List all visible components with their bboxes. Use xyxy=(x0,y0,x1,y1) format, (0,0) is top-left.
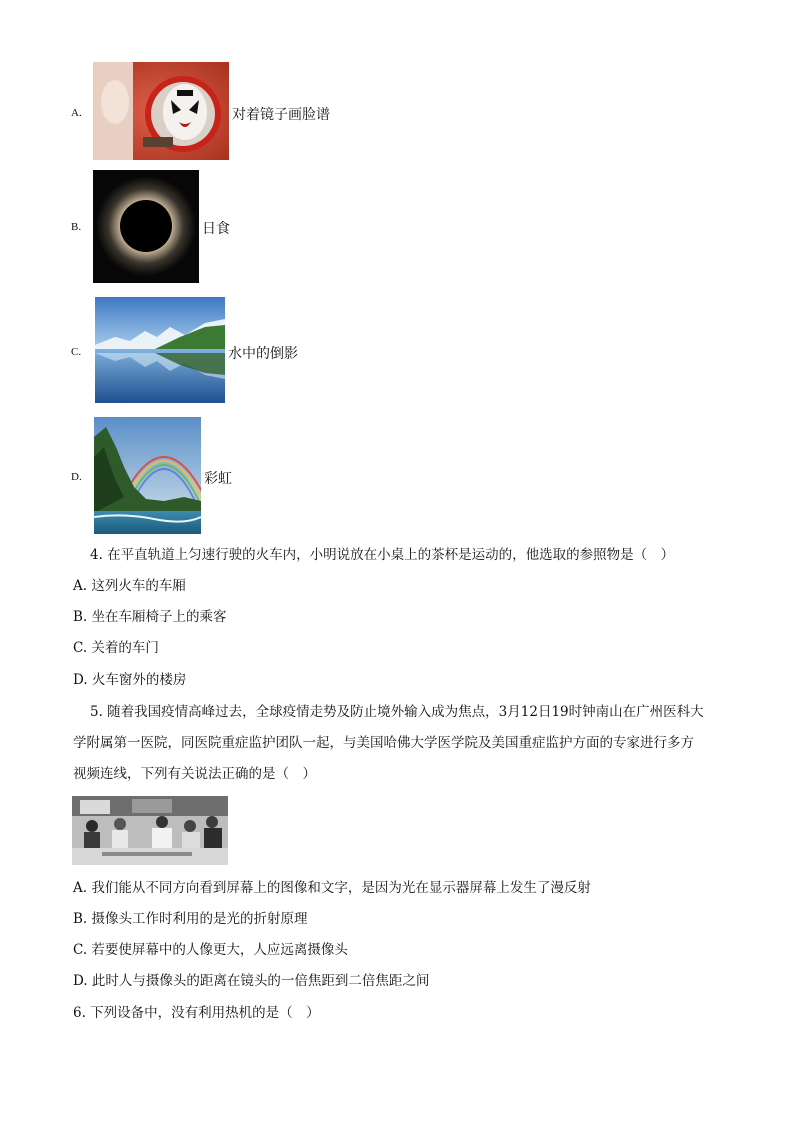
option-letter: A. xyxy=(71,107,82,119)
option-caption: 彩虹 xyxy=(204,471,232,487)
option-d: D. 火车窗外的楼房 xyxy=(73,672,187,688)
video-conference-photo xyxy=(72,796,228,865)
option-caption: 水中的倒影 xyxy=(228,346,298,362)
question-stem-line: 视频连线，下列有关说法正确的是（ ） xyxy=(73,766,316,782)
question-stem-line: 学附属第一医院，同医院重症监护团队一起，与美国哈佛大学医学院及美国重症监护方面的专家进行多方 xyxy=(73,735,694,751)
option-d: D. 此时人与摄像头的距离在镜头的一倍焦距到二倍焦距之间 xyxy=(73,973,430,989)
option-b: B. 摄像头工作时利用的是光的折射原理 xyxy=(73,911,308,927)
option-b: B. 坐在车厢椅子上的乘客 xyxy=(73,609,227,625)
question-stem-line: 5. 随着我国疫情高峰过去，全球疫情走势及防止境外输入成为焦点，3月12日19时钟南山在广州医科大 xyxy=(90,704,704,720)
question-stem: 4. 在平直轨道上匀速行驶的火车内，小明说放在小桌上的茶杯是运动的，他选取的参照物是（ ） xyxy=(90,547,675,563)
option-c: C. 若要使屏幕中的人像更大，人应远离摄像头 xyxy=(73,942,348,958)
option-letter: D. xyxy=(71,471,82,483)
mirror-opera-mask-photo xyxy=(93,62,229,160)
option-c: C. 关着的车门 xyxy=(73,640,159,656)
option-a: A. 我们能从不同方向看到屏幕上的图像和文字，是因为光在显示器屏幕上发生了漫反射 xyxy=(73,880,591,896)
lake-reflection-photo xyxy=(95,297,225,403)
option-letter: C. xyxy=(71,346,82,358)
option-caption: 对着镜子画脸谱 xyxy=(232,107,330,123)
solar-eclipse-photo xyxy=(93,170,199,283)
question-stem: 6. 下列设备中，没有利用热机的是（ ） xyxy=(73,1005,320,1021)
option-letter: B. xyxy=(71,221,82,233)
rainbow-photo xyxy=(94,417,201,534)
option-caption: 日食 xyxy=(202,221,230,237)
option-a: A. 这列火车的车厢 xyxy=(73,578,186,594)
